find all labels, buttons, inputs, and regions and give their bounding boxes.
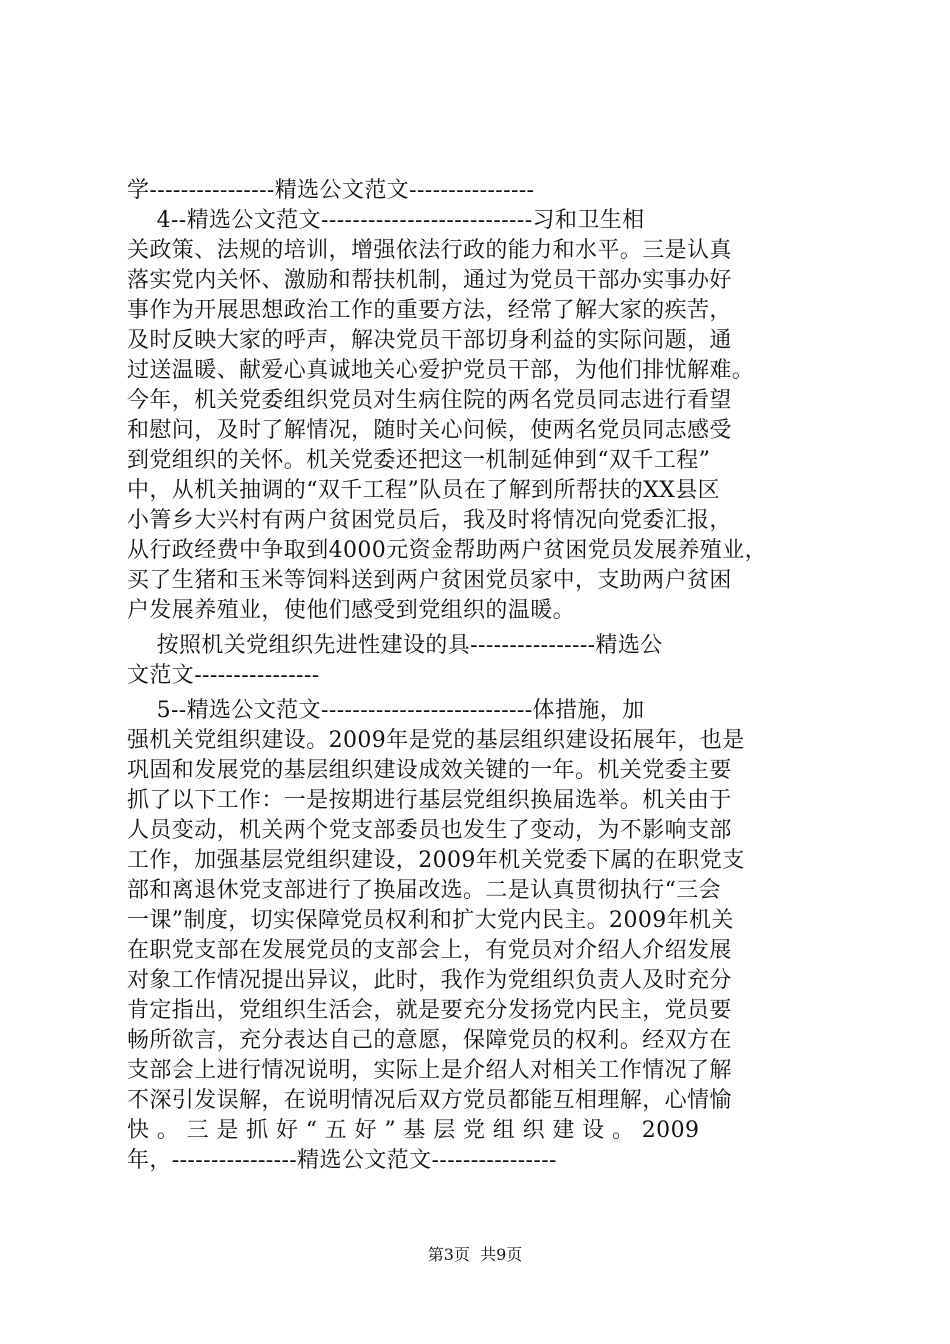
text-line: 快 。 三 是 抓 好 “ 五 好 ” 基 层 党 组 织 建 设 。 2009 xyxy=(127,1118,700,1143)
text-line: 人员变动，机关两个党支部委员也发生了变动，为不影响支部 xyxy=(127,818,732,843)
text-line: 今年，机关党委组织党员对生病住院的两名党员同志进行看望 xyxy=(127,388,732,413)
text-line: 事作为开展思想政治工作的重要方法，经常了解大家的疾苦， xyxy=(127,298,732,323)
text-line: 按照机关党组织先进性建设的具----------------精选公 xyxy=(127,633,663,658)
text-line: 5--精选公文范文---------------------------体措施，加 xyxy=(127,698,645,723)
text-line: 落实党内关怀、激励和帮扶机制，通过为党员干部办实事办好 xyxy=(127,268,732,293)
text-line: 年，----------------精选公文范文---------------- xyxy=(127,1148,557,1173)
text-line: 从行政经费中争取到4000元资金帮助两户贫困党员发展养殖业， xyxy=(127,538,767,563)
text-line: 支部会上进行情况说明，实际上是介绍人对相关工作情况了解 xyxy=(127,1058,732,1083)
text-line: 强机关党组织建设。2009年是党的基层组织建设拓展年，也是 xyxy=(127,728,745,753)
text-line: 小箐乡大兴村有两户贫困党员后，我及时将情况向党委汇报， xyxy=(127,508,732,533)
text-line: 过送温暖、献爱心真诚地关心爱护党员干部，为他们排忧解难。 xyxy=(127,358,755,383)
text-line: 一课”制度，切实保障党员权利和扩大党内民主。2009年机关 xyxy=(127,908,734,933)
text-line: 到党组织的关怀。机关党委还把这一机制延伸到“双千工程” xyxy=(127,448,711,473)
text-line: 肯定指出，党组织生活会，就是要充分发扬党内民主，党员要 xyxy=(127,998,732,1023)
text-line: 不深引发误解，在说明情况后双方党员都能互相理解，心情愉 xyxy=(127,1088,732,1113)
text-line: 部和离退休党支部进行了换届改选。二是认真贯彻执行“三会 xyxy=(127,878,722,903)
text-line: 4--精选公文范文---------------------------习和卫生相 xyxy=(127,208,645,233)
text-line: 巩固和发展党的基层组织建设成效关键的一年。机关党委主要 xyxy=(127,758,732,783)
text-line: 抓了以下工作：一是按期进行基层党组织换届选举。机关由于 xyxy=(127,788,732,813)
page-number-footer: 第3页 共9页 xyxy=(427,1245,523,1264)
text-line: 文范文---------------- xyxy=(127,663,320,688)
text-line: 关政策、法规的培训，增强依法行政的能力和水平。三是认真 xyxy=(127,238,732,263)
text-line: 对象工作情况提出异议，此时，我作为党组织负责人及时充分 xyxy=(127,968,732,993)
text-line: 户发展养殖业，使他们感受到党组织的温暖。 xyxy=(127,598,576,623)
text-line: 中，从机关抽调的“双千工程”队员在了解到所帮扶的XX县区 xyxy=(127,478,721,503)
text-line: 及时反映大家的呼声，解决党员干部切身利益的实际问题，通 xyxy=(127,328,732,353)
text-line: 和慰问，及时了解情况，随时关心问候，使两名党员同志感受 xyxy=(127,418,732,443)
text-line: 在职党支部在发展党员的支部会上，有党员对介绍人介绍发展 xyxy=(127,938,732,963)
text-line: 工作，加强基层党组织建设，2009年机关党委下属的在职党支 xyxy=(127,848,745,873)
text-line: 学----------------精选公文范文---------------- xyxy=(127,178,535,203)
text-line: 买了生猪和玉米等饲料送到两户贫困党员家中，支助两户贫困 xyxy=(127,568,732,593)
text-line: 畅所欲言，充分表达自己的意愿，保障党员的权利。经双方在 xyxy=(127,1028,732,1053)
